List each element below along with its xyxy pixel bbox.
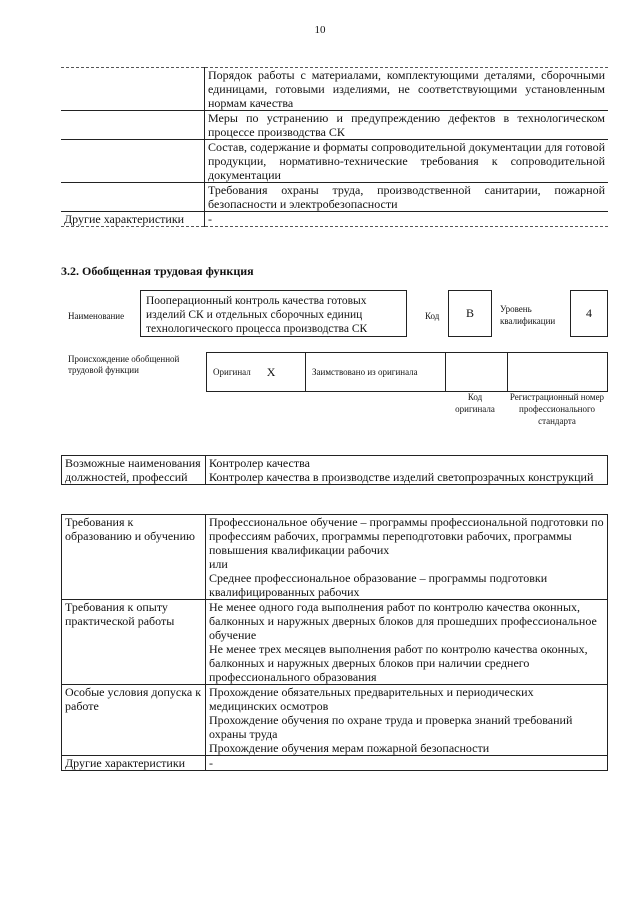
original-cell	[207, 353, 306, 391]
page-number: 10	[314, 24, 326, 36]
table-row	[62, 456, 608, 485]
position-name: Контролер качества в производстве изделий светопрозрачных конструкций	[209, 470, 594, 484]
other-characteristics-label: Другие характеристики	[62, 756, 206, 771]
knowledge-continuation-table	[61, 67, 608, 227]
origin-label: Происхождение обобщенной трудовой функции	[68, 354, 180, 375]
requirement-line: Профессиональное обучение – программы профессиональной подготовки по профессиям рабочих, программы переподготовки рабочих, программы повышения квалификации рабочих	[209, 515, 604, 557]
knowledge-item: Требования охраны труда, производственной санитарии, пожарной безопасности и электробезопасности	[205, 183, 609, 212]
positions-label: Возможные наименования должностей, профессий	[62, 456, 206, 485]
borrowed-label: Заимствовано из оригинала	[312, 367, 418, 377]
special-conditions-value	[206, 685, 608, 756]
table-row	[61, 140, 608, 183]
borrowed-cell	[306, 353, 446, 391]
requirement-line: или	[209, 557, 228, 571]
other-characteristics-value	[206, 756, 608, 771]
experience-label: Требования к опыту практической работы	[62, 600, 206, 685]
education-label: Требования к образованию и обучению	[62, 515, 206, 600]
other-characteristics-label: Другие характеристики	[61, 212, 205, 227]
origin-table	[206, 352, 608, 392]
requirement-line: Не менее трех месяцев выполнения работ по контролю качества оконных, балконных и наружных дверных блоков при наличии среднего профессионального образования	[209, 642, 588, 684]
table-row	[61, 183, 608, 212]
position-name: Контролер качества	[209, 456, 310, 470]
requirement-line: Прохождение обучения мерам пожарной безопасности	[209, 741, 490, 755]
original-mark: X	[266, 364, 276, 379]
original-label: Оригинал	[213, 367, 251, 377]
table-row	[62, 515, 608, 600]
requirement-line: Среднее профессиональное образование – программы подготовки квалифицированных рабочих	[209, 571, 548, 599]
education-value	[206, 515, 608, 600]
table-row	[62, 600, 608, 685]
table-row	[61, 68, 608, 111]
registration-number-caption: Регистрационный номер профессионального стандарта	[509, 392, 605, 426]
section-title: 3.2. Обобщенная трудовая функция	[61, 264, 254, 278]
requirement-line: Прохождение обучения по охране труда и проверка знаний требований охраны труда	[209, 713, 573, 741]
registration-number-cell	[508, 353, 607, 391]
table-row	[61, 111, 608, 140]
requirement-line: Прохождение обязательных предварительных и периодических медицинских осмотров	[209, 685, 534, 713]
table-row	[62, 685, 608, 756]
requirement-line: Не менее одного года выполнения работ по контролю качества оконных, балконных и наружных дверных блоков для прошедших профессиональное обучение	[209, 600, 597, 642]
table-row	[62, 756, 608, 771]
requirement-line: -	[209, 756, 213, 770]
experience-value	[206, 600, 608, 685]
qualification-level-label: Уровень квалификации	[500, 304, 556, 326]
special-conditions-label: Особые условия допуска к работе	[62, 685, 206, 756]
function-name-field: Пооперационный контроль качества готовых изделий СК и отдельных сборочных единиц технологического процесса производства СК	[140, 290, 407, 337]
requirements-table	[61, 514, 608, 771]
knowledge-item: Порядок работы с материалами, комплектующими деталями, сборочными единицами, готовыми изделиями, не соответствующими установленным нормам качества	[205, 68, 609, 111]
knowledge-item: Меры по устранению и предупреждению дефектов в технологическом процессе производства СК	[205, 111, 609, 140]
code-field: В	[448, 290, 492, 337]
name-label: Наименование	[68, 311, 125, 321]
table-row	[61, 212, 608, 227]
positions-table	[61, 455, 608, 485]
code-label: Код	[425, 311, 440, 321]
original-code-caption: Код оригинала	[455, 392, 495, 414]
qualification-level-field: 4	[570, 290, 608, 337]
knowledge-item: Состав, содержание и форматы сопроводительной документации для готовой продукции, нормативно-технические требования к сопроводительной документации	[205, 140, 609, 183]
original-code-cell	[446, 353, 508, 391]
other-characteristics-value: -	[205, 212, 609, 227]
positions-value	[206, 456, 608, 485]
